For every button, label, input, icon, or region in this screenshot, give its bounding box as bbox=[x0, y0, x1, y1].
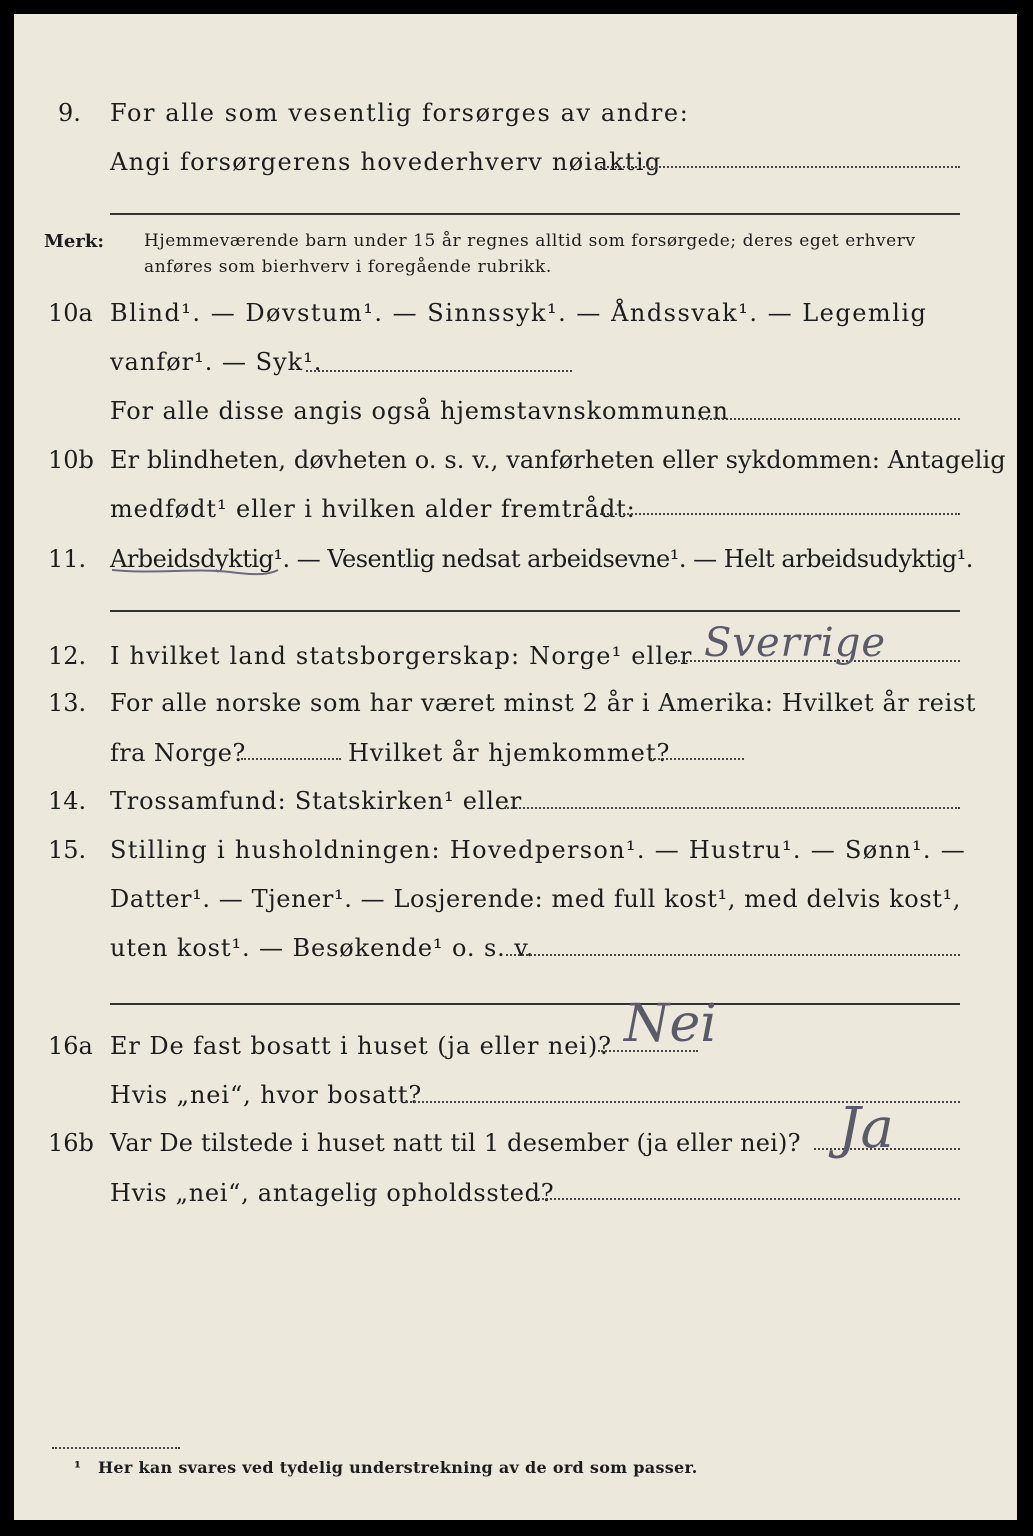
q9-line1: For alle som vesentlig forsørges av andre: bbox=[110, 99, 690, 127]
q14-number: 14. bbox=[48, 787, 87, 815]
q12-number: 12. bbox=[48, 642, 87, 670]
q12-handwritten-answer: Sverrige bbox=[704, 620, 886, 666]
q10b-answer-line bbox=[600, 511, 960, 515]
q11-rule bbox=[110, 610, 960, 612]
q10a-line2: vanfør¹. — Syk¹. bbox=[110, 348, 323, 376]
q12-line1: I hvilket land statsborgerskap: Norge¹ eller bbox=[110, 642, 693, 670]
q13-line2b: Hvilket år hjemkommet? bbox=[348, 739, 671, 767]
q9-number: 9. bbox=[58, 99, 81, 127]
q16a-line2: Hvis „nei“, hvor bosatt? bbox=[110, 1081, 423, 1109]
q15-answer-line bbox=[506, 952, 960, 956]
q13-answer-line1 bbox=[241, 756, 341, 760]
q9-rule bbox=[110, 213, 960, 215]
arbeidsdyktig-underline bbox=[110, 566, 280, 578]
q10b-number: 10b bbox=[48, 446, 94, 474]
q13-number: 13. bbox=[48, 689, 87, 717]
q16b-number: 16b bbox=[48, 1129, 94, 1157]
merk-line1: Hjemmeværende barn under 15 år regnes alltid som forsørgede; deres eget erhverv bbox=[144, 231, 916, 251]
merk-line2: anføres som bierhverv i foregående rubrikk. bbox=[144, 257, 552, 277]
q10a-answer-line2 bbox=[698, 416, 960, 420]
merk-label: Merk: bbox=[44, 231, 104, 252]
q10a-line3: For alle disse angis også hjemstavnskommunen bbox=[110, 397, 729, 425]
q16b-handwritten-answer: Ja bbox=[838, 1096, 894, 1161]
q15-rule bbox=[110, 1003, 960, 1005]
q14-line1: Trossamfund: Statskirken¹ eller bbox=[110, 787, 523, 815]
census-form-page bbox=[14, 14, 1017, 1520]
q13-answer-line2 bbox=[650, 756, 744, 760]
q16a-line1: Er De fast bosatt i huset (ja eller nei)? bbox=[110, 1032, 612, 1060]
q10b-line1: Er blindheten, døvheten o. s. v., vanførheten eller sykdommen: Antagelig bbox=[110, 446, 1006, 474]
footnote-rule bbox=[52, 1447, 180, 1449]
q16b-answer-line2 bbox=[534, 1196, 960, 1200]
q10b-line2: medfødt¹ eller i hvilken alder fremtrådt: bbox=[110, 495, 636, 523]
q13-line1: For alle norske som har været minst 2 år i Amerika: Hvilket år reist bbox=[110, 689, 977, 717]
q9-line2: Angi forsørgerens hovederhverv nøiaktig bbox=[110, 148, 662, 176]
q16a-handwritten-answer: Nei bbox=[624, 994, 717, 1054]
q15-line2: Datter¹. — Tjener¹. — Losjerende: med full kost¹, med delvis kost¹, bbox=[110, 885, 961, 913]
q16b-line2: Hvis „nei“, antagelig opholdssted? bbox=[110, 1179, 555, 1207]
q15-line1: Stilling i husholdningen: Hovedperson¹. — Hustru¹. — Sønn¹. — bbox=[110, 836, 967, 864]
q16b-line1: Var De tilstede i huset natt til 1 desember (ja eller nei)? bbox=[110, 1129, 801, 1157]
q9-answer-line bbox=[600, 164, 960, 168]
q16a-number: 16a bbox=[48, 1032, 93, 1060]
footnote-text: Her kan svares ved tydelig understrekning av de ord som passer. bbox=[98, 1458, 698, 1477]
q15-number: 15. bbox=[48, 836, 87, 864]
q15-line3: uten kost¹. — Besøkende¹ o. s. v. bbox=[110, 934, 535, 962]
footnote-mark: ¹ bbox=[74, 1458, 82, 1477]
q10a-number: 10a bbox=[48, 299, 93, 327]
q11-number: 11. bbox=[48, 545, 87, 573]
q11-line1: Arbeidsdyktig¹. — Vesentlig nedsat arbeidsevne¹. — Helt arbeidsudyktig¹. bbox=[110, 545, 973, 573]
q13-line2a: fra Norge? bbox=[110, 739, 246, 767]
q10a-answer-line1 bbox=[306, 368, 572, 372]
q14-answer-line bbox=[504, 805, 960, 809]
q10a-line1: Blind¹. — Døvstum¹. — Sinnssyk¹. — Åndssvak¹. — Legemlig bbox=[110, 299, 928, 327]
